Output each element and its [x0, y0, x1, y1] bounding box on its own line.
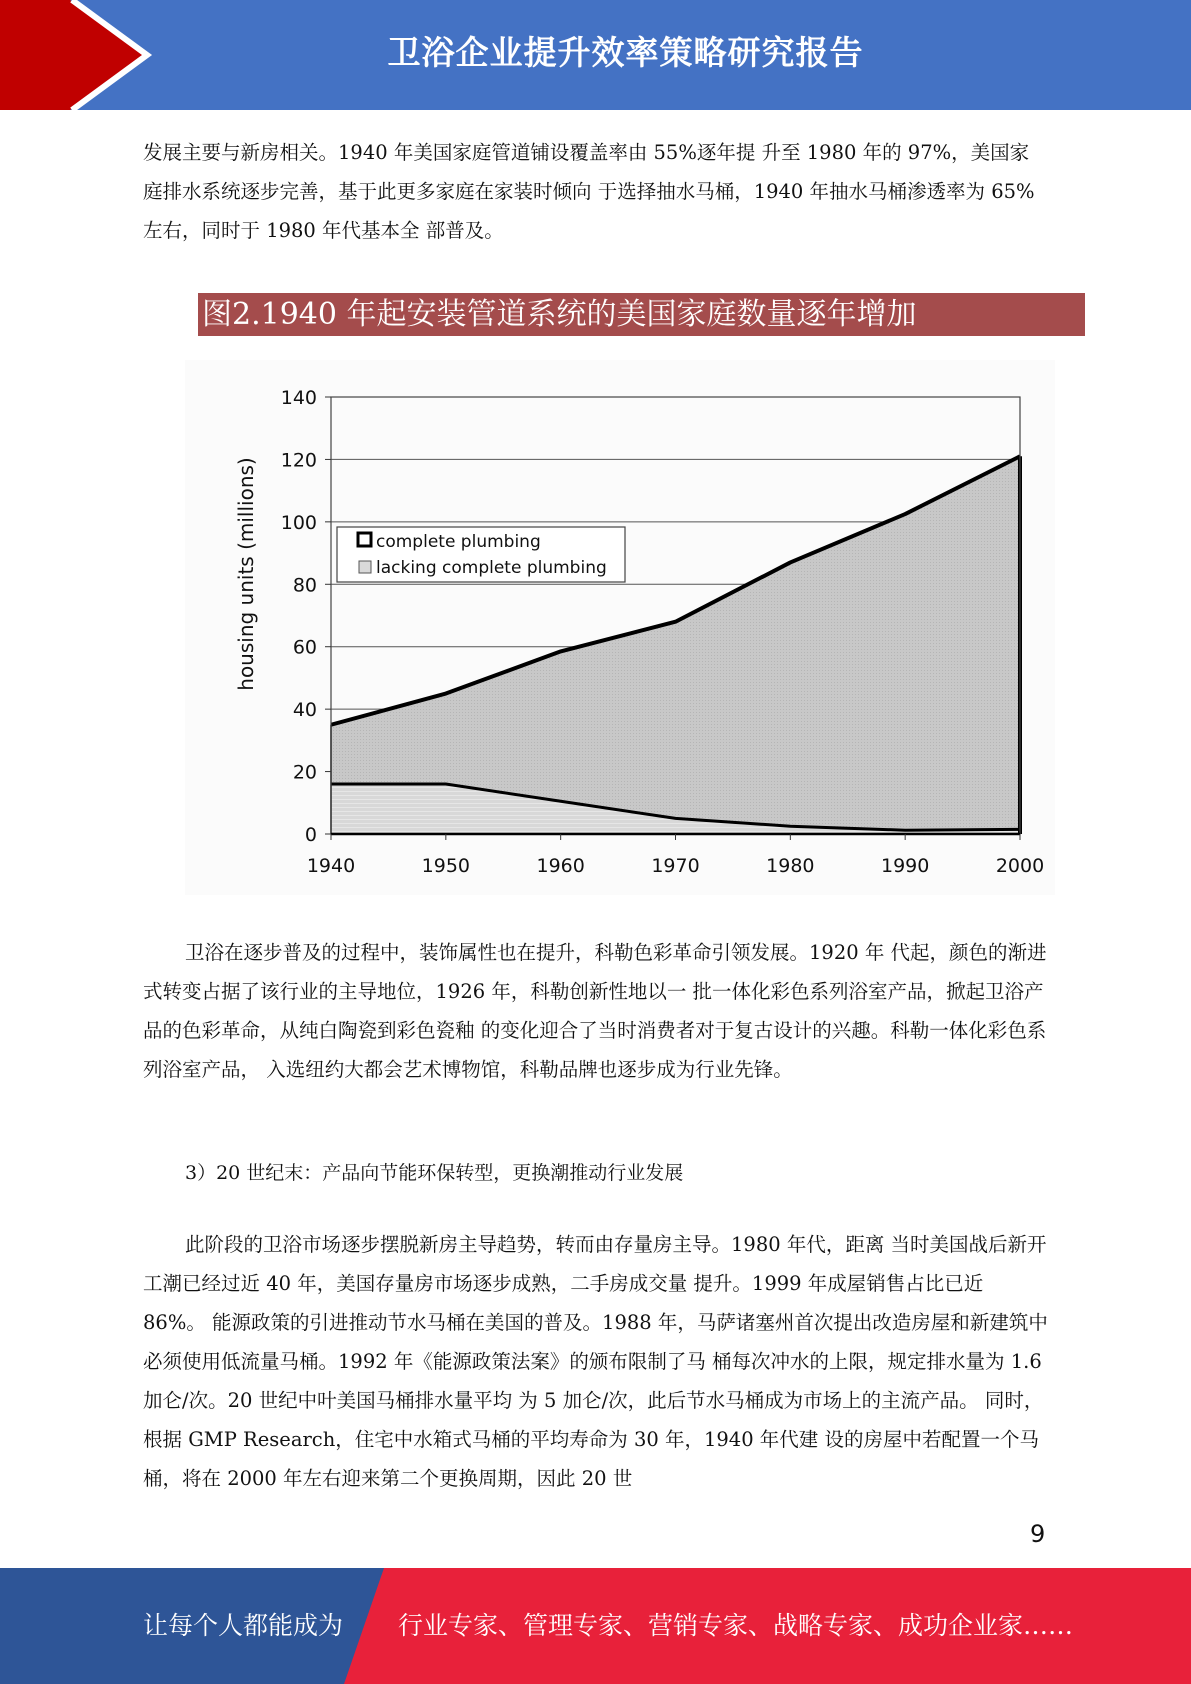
x-tick-label: 1990	[880, 855, 930, 877]
chart-legend	[337, 527, 625, 582]
page-number: 9	[1030, 1520, 1046, 1548]
y-tick-label: 60	[292, 636, 317, 659]
legend-swatch-lacking	[359, 561, 371, 573]
legend-label-complete: complete plumbing	[376, 532, 541, 552]
y-tick-label: 80	[292, 574, 317, 597]
legend-label-lacking: lacking complete plumbing	[376, 558, 607, 578]
figure-title-bar	[198, 293, 1085, 336]
paragraph-late-century: 此阶段的卫浴市场逐步摆脱新房主导趋势，转而由存量房主导。1980 年代，距离 当时美国战后新开工潮已经过近 40 年，美国存量房市场逐步成熟，二手房成交量 提升。1999 年成屋销售占比已近 86%。 能源政策的引进推动节水马桶在美国的普及。1988 年，马萨诸塞州首次提出改造房屋和新建筑中必须使用低流量马桶。1992 年《能源政策法案》的颁布限制了马 桶每次冲水的上限，规定排水量为 1.6 加仑/次。20 世纪中叶美国马桶排水量平均 为 5 加仑/次，此后节水马桶成为市场上的主流产品。 同时，根据 GMP Research，住宅中水箱式马桶的平均寿命为 30 年，1940 年代建 设的房屋中若配置一个马桶，将在 2000 年左右迎来第二个更换周期，因此 20 世	[143, 1233, 1048, 1490]
y-tick-label: 40	[292, 699, 317, 722]
section-subheading: 3）20 世纪末：产品向节能环保转型，更换潮推动行业发展	[185, 1162, 684, 1184]
y-tick-label: 120	[280, 449, 317, 472]
y-tick-label: 20	[292, 761, 317, 784]
y-tick-label: 0	[304, 824, 317, 846]
x-tick-label: 1940	[306, 855, 356, 877]
y-tick-label: 100	[280, 511, 317, 534]
page-header	[0, 0, 1191, 110]
report-title: 卫浴企业提升效率策略研究报告	[387, 33, 864, 72]
figure-title: 图2.1940 年起安装管道系统的美国家庭数量逐年增加	[202, 297, 917, 332]
paragraph-kohler: 卫浴在逐步普及的过程中，装饰属性也在提升，科勒色彩革命引领发展。1920 年 代起，颜色的渐进式转变占据了该行业的主导地位，1926 年，科勒创新性地以一 批一体化彩色系列浴室产品，掀起卫浴产品的色彩革命，从纯白陶瓷到彩色瓷釉 的变化迎合了当时消费者对于复古设计的兴趣。科勒一体化彩色系列浴室产品， 入选纽约大都会艺术博物馆，科勒品牌也逐步成为行业先锋。	[143, 941, 1047, 1081]
x-tick-label: 1950	[421, 855, 471, 877]
x-tick-label: 2000	[995, 855, 1045, 877]
plumbing-area-chart	[185, 360, 1055, 895]
legend-swatch-complete	[358, 533, 371, 546]
footer-slogan-right: 行业专家、管理专家、营销专家、战略专家、成功企业家……	[398, 1611, 1074, 1640]
y-axis-label: housing units (millions)	[234, 457, 258, 691]
x-tick-label: 1960	[536, 855, 585, 877]
x-tick-label: 1980	[766, 855, 815, 877]
footer-slogan-left: 让每个人都能成为	[143, 1611, 344, 1640]
chart-svg	[185, 360, 1055, 895]
y-tick-label: 140	[280, 387, 317, 409]
paragraph-intro: 发展主要与新房相关。1940 年美国家庭管道铺设覆盖率由 55%逐年提 升至 1980 年的 97%，美国家庭排水系统逐步完善，基于此更多家庭在家装时倾向 于选择抽水马桶，1940 年抽水马桶渗透率为 65%左右，同时于 1980 年代基本全 部普及。	[143, 141, 1035, 242]
page-footer	[0, 1568, 1191, 1684]
x-tick-label: 1970	[651, 855, 700, 877]
